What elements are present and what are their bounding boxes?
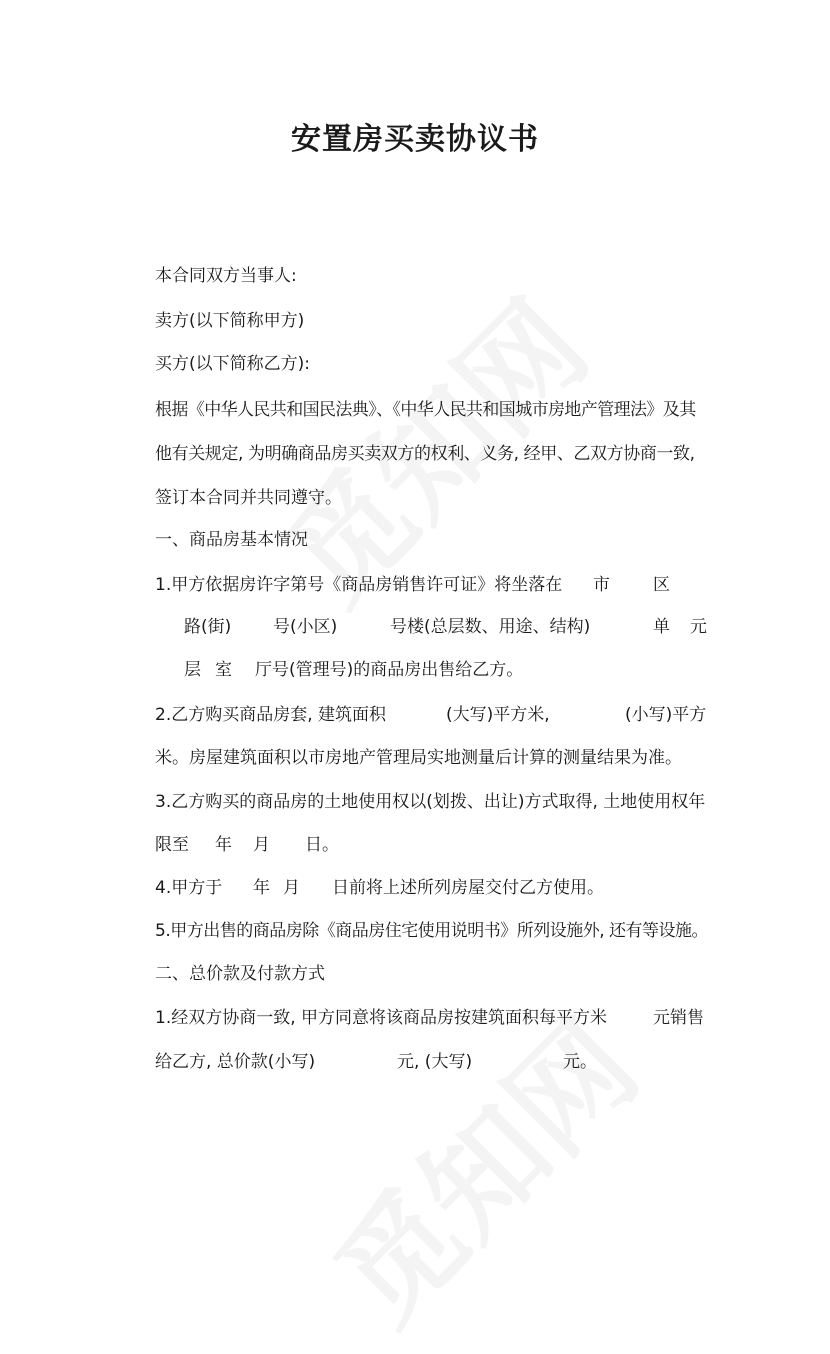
paragraph-line: 路(街) (184, 617, 232, 637)
paragraph-line: 市 (593, 575, 610, 595)
paragraph-line: 4.甲方于 (155, 878, 223, 898)
paragraph-line: 元。 (563, 1052, 597, 1072)
paragraph-line: 号(小区) (273, 617, 338, 637)
section-heading: 一、商品房基本情况 (155, 530, 308, 550)
paragraph-line: 年 (215, 835, 232, 855)
paragraph-line: 日。 (305, 835, 339, 855)
paragraph-line: 限至 (155, 835, 189, 855)
paragraph-line: 单 (653, 617, 670, 637)
paragraph-line: 1.经双方协商一致, 甲方同意将该商品房按建筑面积每平方米 (155, 1008, 608, 1028)
paragraph-line: 2.乙方购买商品房套, 建筑面积 (155, 705, 387, 725)
paragraph-line: 年 (253, 878, 270, 898)
paragraph-line: 3.乙方购买的商品房的土地使用权以(划拨、出让)方式取得, 土地使用权年 (155, 792, 706, 812)
document-title: 安置房买卖协议书 (291, 122, 539, 157)
paragraph-line: (小写)平方 (625, 705, 707, 725)
paragraph-line: 月 (283, 878, 300, 898)
paragraph-line: 区 (653, 575, 670, 595)
paragraph-line: 日前将上述所列房屋交付乙方使用。 (332, 878, 604, 898)
paragraph-line: 他有关规定, 为明确商品房买卖双方的权利、义务, 经甲、乙双方协商一致, (155, 444, 695, 464)
paragraph-line: 元销售 (653, 1008, 704, 1028)
paragraph-line: 签订本合同并共同遵守。 (155, 488, 342, 508)
paragraph-line: 元, (大写) (397, 1052, 473, 1072)
paragraph-line: 厅号(管理号)的商品房出售给乙方。 (255, 660, 524, 680)
paragraph-line: (大写)平方米, (446, 705, 550, 725)
paragraph-line: 号楼(总层数、用途、结构) (390, 617, 591, 637)
watermark (292, 978, 668, 1354)
paragraph-line: 月 (253, 835, 270, 855)
paragraph-line: 元 (690, 617, 707, 637)
section-heading: 二、总价款及付款方式 (155, 964, 325, 984)
paragraph-line: 米。房屋建筑面积以市房地产管理局实地测量后计算的测量结果为准。 (155, 748, 682, 768)
paragraph-line: 1.甲方依据房许字第号《商品房销售许可证》将坐落在 (155, 575, 563, 595)
paragraph-line: 根据《中华人民共和国民法典》、《中华人民共和国城市房地产管理法》及其 (155, 400, 696, 420)
paragraph-line: 本合同双方当事人: (155, 266, 297, 286)
paragraph-line: 买方(以下简称乙方): (155, 354, 310, 374)
paragraph-line: 卖方(以下简称甲方) (155, 311, 305, 331)
paragraph-line: 室 (215, 660, 232, 680)
paragraph-line: 层 (184, 660, 201, 680)
paragraph-line: 给乙方, 总价款(小写) (155, 1052, 316, 1072)
paragraph-line: 5.甲方出售的商品房除《商品房住宅使用说明书》所列设施外, 还有等设施。 (155, 921, 709, 941)
